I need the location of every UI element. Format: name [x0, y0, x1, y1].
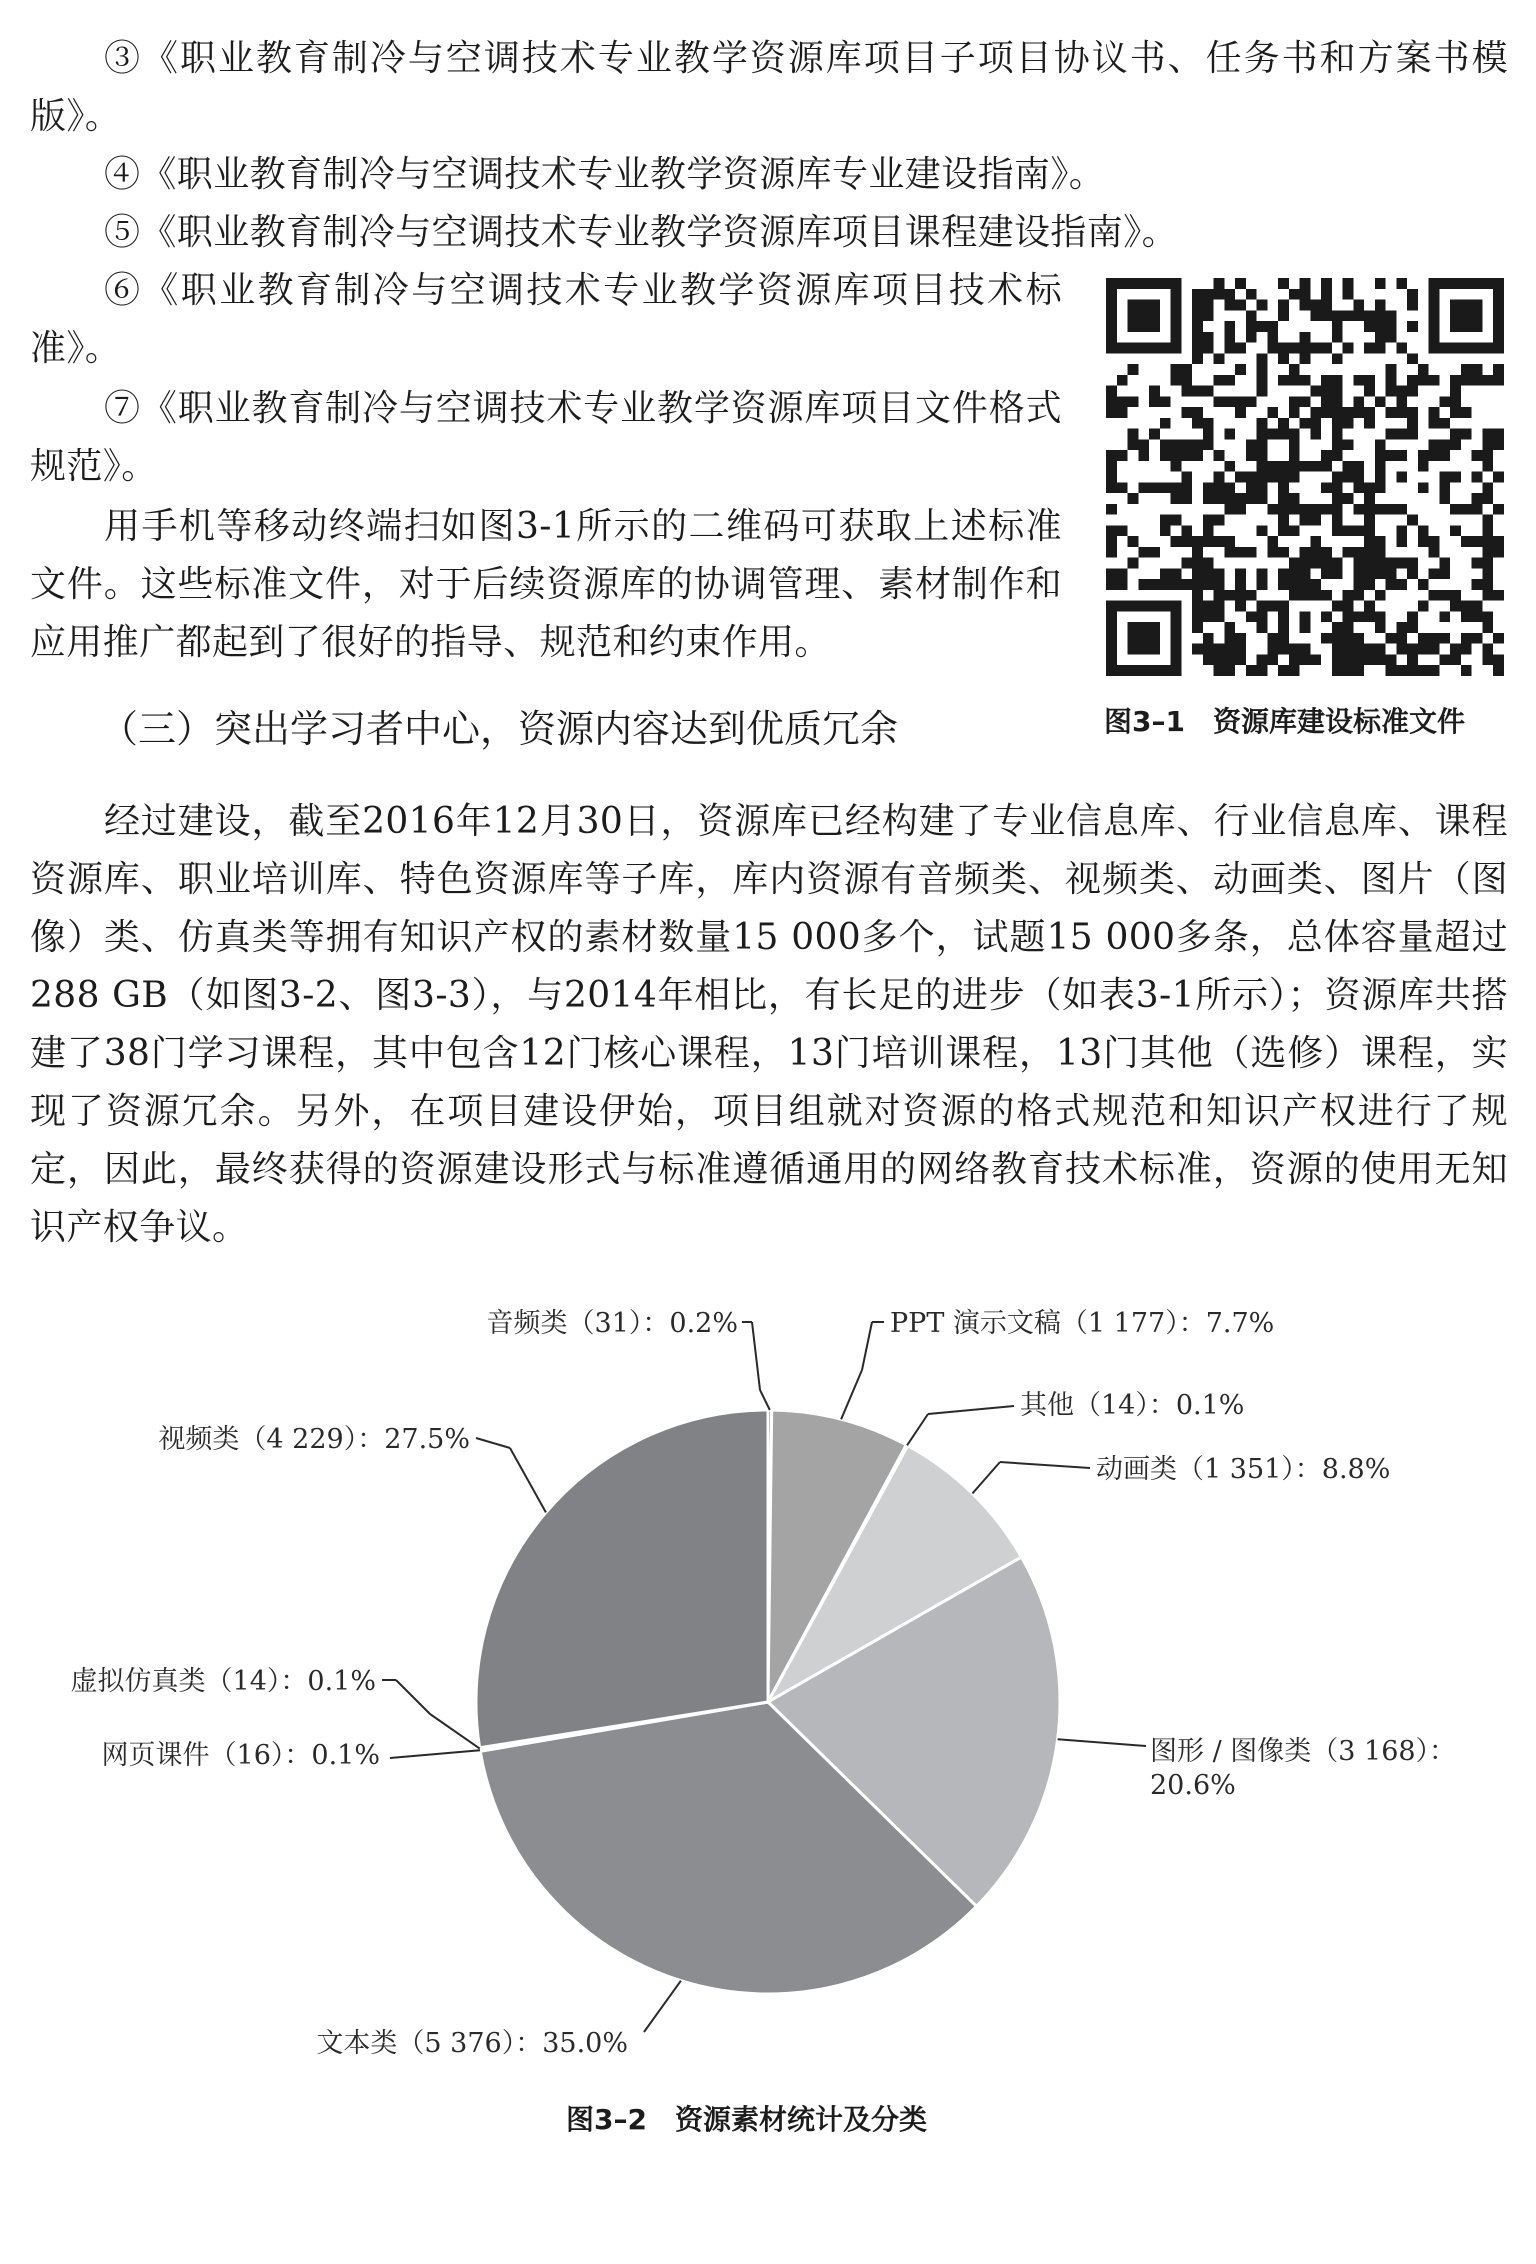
list-item-3: ③《职业教育制冷与空调技术专业教学资源库项目子项目协议书、任务书和方案书模版》。 — [30, 38, 1508, 137]
leader-line-7 — [430, 1714, 480, 1749]
qr-paragraph: 用手机等移动终端扫如图3-1所示的二维码可获取上述标准文件。这些标准文件，对于后续资源库的协调管理、素材制作和应用推广都起到了很好的指导、规范和约束作用。 — [30, 506, 1062, 663]
pie-slice-8 — [476, 1410, 768, 1748]
slice-label-6: 网页课件（16）：0.1% — [101, 1740, 380, 1771]
slice-label-4-line1: 图形 / 图像类（3 168）： — [1150, 1736, 1457, 1767]
leader-line-8 — [476, 1438, 510, 1448]
slice-label-2: 其他（14）：0.1% — [1020, 1390, 1245, 1421]
leader-line-1 — [841, 1370, 862, 1419]
slice-label-0: 音频类（31）：0.2% — [486, 1308, 738, 1339]
leader-line-3 — [1000, 1462, 1090, 1468]
leader-line-4 — [1058, 1739, 1146, 1746]
leader-line-0 — [752, 1322, 760, 1390]
list-item-4: ④《职业教育制冷与空调技术专业教学资源库专业建设指南》。 — [104, 154, 1106, 195]
slice-label-8: 视频类（4 229）：27.5% — [158, 1424, 470, 1455]
slice-label-1: PPT 演示文稿（1 177）：7.7% — [890, 1308, 1275, 1339]
leader-line-0 — [760, 1390, 770, 1410]
pie-chart — [0, 1290, 1536, 2090]
leader-line-7 — [396, 1680, 430, 1714]
main-paragraph: 经过建设，截至2016年12月30日，资源库已经构建了专业信息库、行业信息库、课程资源库、职业培训库、特色资源库等子库，库内资源有音频类、视频类、动画类、图片（图像）类、仿真类等拥有知识产权的素材数量15 000多个，试题15 000多条，总体容量超过288 GB（如图3-2、图3-3），与2014年相比，有长足的进步（如表3-1所示）；资源库共搭建了38门学习课程，其中包含12门核心课程，13门培训课程，13门其他（选修）课程，实现了资源冗余。另外，在项目建设伊始，项目组就对资源的格式规范和知识产权进行了规定，因此，最终获得的资源建设形式与标准遵循通用的网络教育技术标准，资源的使用无知识产权争议。 — [30, 801, 1508, 1248]
list-item-7: ⑦《职业教育制冷与空调技术专业教学资源库项目文件格式规范》。 — [30, 388, 1062, 487]
list-item-6: ⑥《职业教育制冷与空调技术专业教学资源库项目技术标准》。 — [30, 270, 1062, 369]
figure-3-1-caption: 图3–1 资源库建设标准文件 — [1104, 705, 1465, 738]
figure-3-2-caption: 图3–2 资源素材统计及分类 — [566, 2103, 927, 2136]
slice-label-7: 虚拟仿真类（14）：0.1% — [70, 1666, 376, 1697]
leader-line-5 — [644, 1981, 681, 2032]
qr-code[interactable] — [1106, 278, 1504, 676]
slice-label-3: 动画类（1 351）：8.8% — [1096, 1454, 1391, 1485]
leader-line-2 — [928, 1406, 1014, 1414]
leader-line-3 — [972, 1462, 1000, 1494]
leader-line-1 — [862, 1322, 872, 1370]
leader-line-6 — [390, 1750, 480, 1758]
list-item-5: ⑤《职业教育制冷与空调技术专业教学资源库项目课程建设指南》。 — [104, 212, 1179, 253]
leader-line-8 — [510, 1448, 546, 1512]
leader-line-2 — [907, 1414, 928, 1445]
section-heading: （三）突出学习者中心，资源内容达到优质冗余 — [100, 707, 899, 751]
slice-label-4-line2: 20.6% — [1150, 1770, 1236, 1801]
slice-label-5: 文本类（5 376）：35.0% — [316, 2028, 628, 2059]
